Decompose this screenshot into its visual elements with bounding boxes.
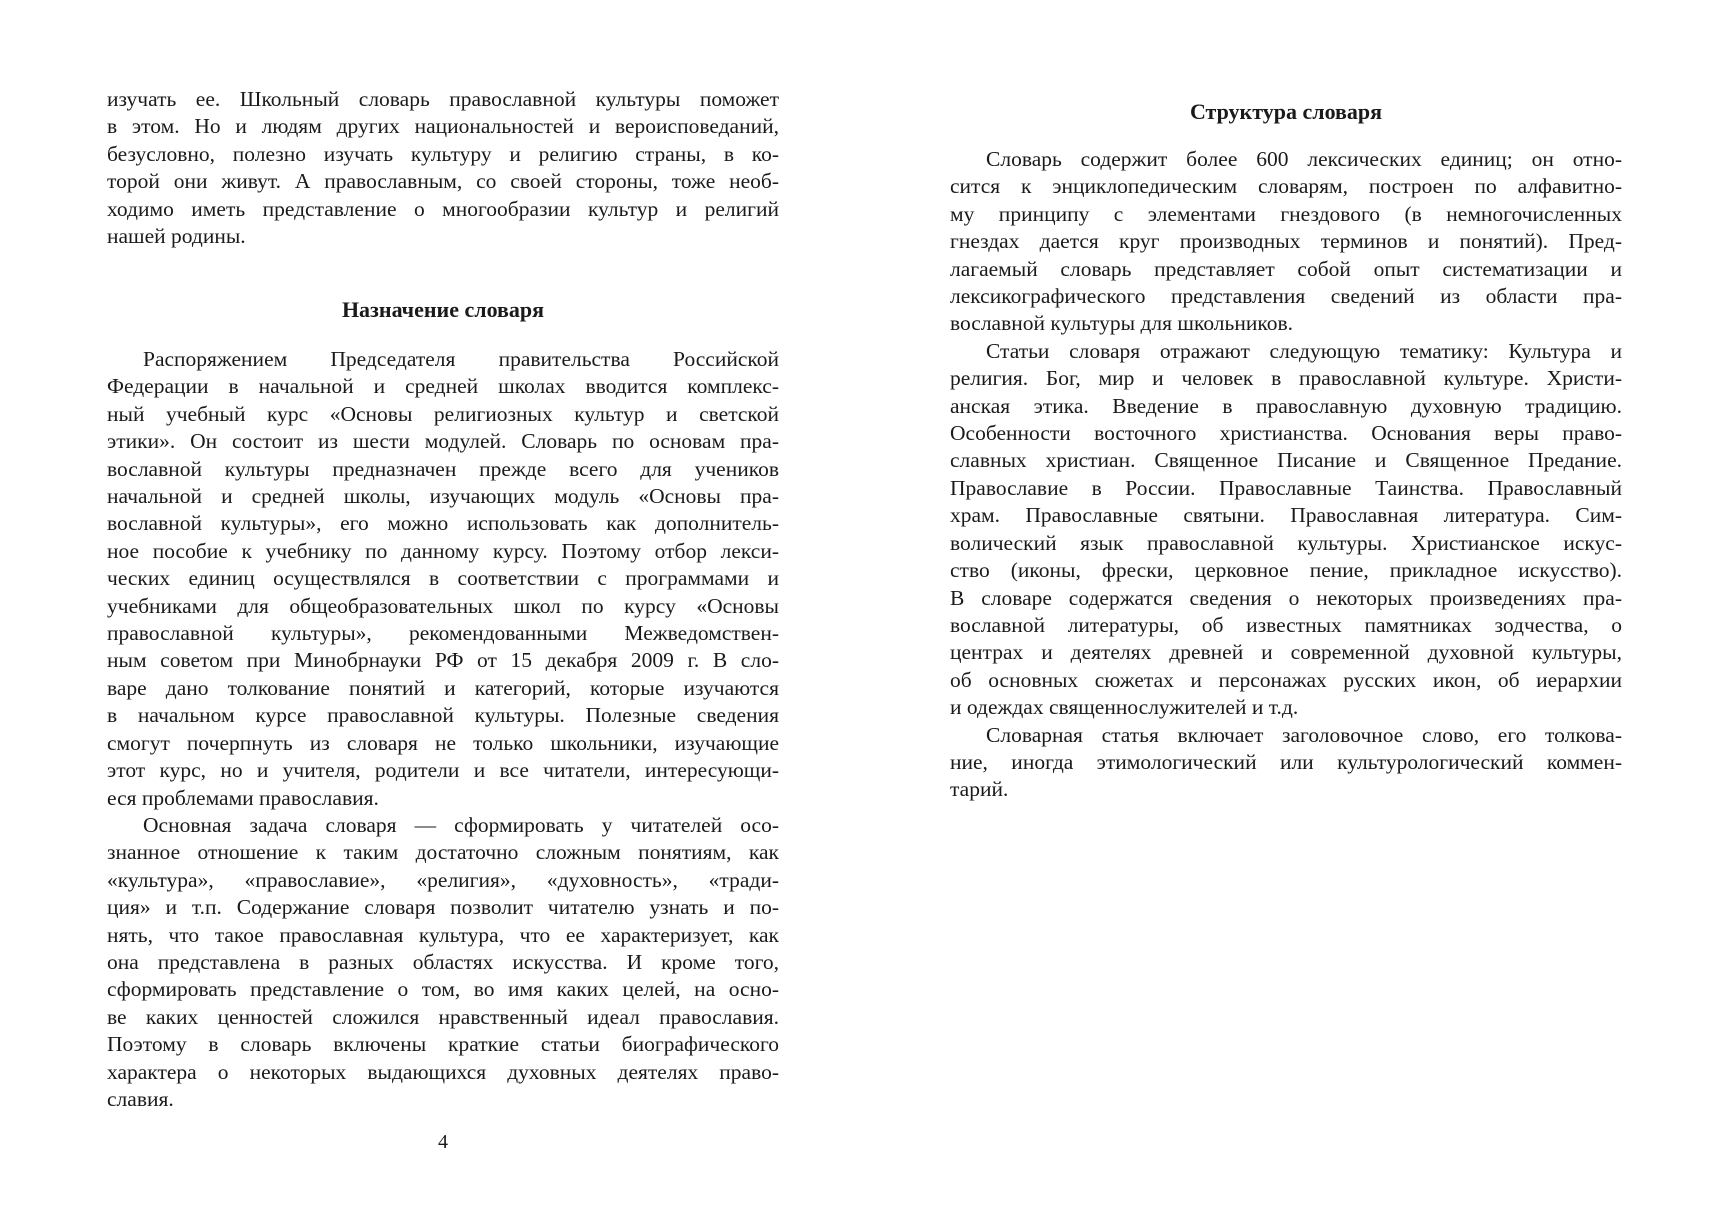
text-line: Словарь содержит более 600 лексических единиц; он отно-	[986, 147, 1622, 171]
text-line: нашей родины.	[107, 224, 246, 249]
text-line: ческих единиц осуществлялся в соответствии с программами и	[107, 566, 779, 591]
text-line: Основная задача словаря — сформировать у читателей осо-	[143, 812, 779, 837]
text-line: варе дано толкование понятий и категорий, которые изучаются	[107, 675, 779, 700]
text-line: славных христиан. Священное Писание и Священное Предание.	[950, 448, 1622, 473]
text-line: ным советом при Минобрнауки РФ от 15 декабря 2009 г. В сло-	[107, 648, 779, 673]
structure-section-body	[950, 146, 1622, 804]
text-line: ство (иконы, фрески, церковное пение, прикладное искусство).	[950, 558, 1622, 583]
text-line: знанное отношение к таким достаточно сложным понятиям, как	[107, 840, 779, 865]
text-line: ве каких ценностей сложился нравственный идеал православия.	[107, 1004, 779, 1029]
text-line: му принципу с элементами гнездового (в немногочисленных	[950, 201, 1622, 226]
text-line: ный учебный курс «Основы религиозных культур и светской	[107, 401, 779, 426]
text-line: вославной культуры для школьников.	[950, 311, 1293, 336]
text-line: характера о некоторых выдающихся духовных деятелях право-	[107, 1059, 779, 1084]
text-line: гнездах дается круг производных терминов и понятий). Пред-	[950, 229, 1622, 254]
text-line: Особенности восточного христианства. Основания веры право-	[950, 421, 1622, 446]
text-line: торой они живут. А православным, со своей стороны, тоже необ-	[107, 169, 779, 194]
text-line: вославной культуры», его можно использовать как дополнитель-	[107, 511, 779, 536]
text-line: изучать ее. Школьный словарь православной культуры поможет	[107, 87, 779, 111]
text-line: в этом. Но и людям других национальностей и вероисповеданий,	[107, 114, 779, 139]
text-line: Словарная статья включает заголовочное слово, его толкова-	[986, 722, 1622, 747]
text-line: Распоряжением Председателя правительства Российской	[143, 347, 779, 371]
page-number: 4	[438, 1131, 448, 1153]
text-line: центрах и деятелях древней и современной духовной культуры,	[950, 640, 1622, 665]
text-line: сформировать представление о том, во имя каких целей, на осно-	[107, 977, 779, 1002]
text-line: ное пособие к учебнику по данному курсу. Поэтому отбор лекси-	[107, 538, 779, 563]
text-line: православной культуры», рекомендованными Межведомствен-	[107, 621, 779, 646]
text-line: этики». Он состоит из шести модулей. Словарь по основам пра-	[107, 429, 779, 454]
text-line: вославной культуры предназначен прежде всего для учеников	[107, 456, 779, 481]
text-line: начальной и средней школы, изучающих модуль «Основы пра-	[107, 484, 779, 509]
text-line: в начальном курсе православной культуры. Полезные сведения	[107, 703, 779, 728]
purpose-section-body	[107, 346, 779, 1113]
left-page	[107, 0, 779, 1211]
text-line: ние, иногда этимологический или культурологический коммен-	[950, 749, 1622, 774]
text-line: вославной литературы, об известных памятниках зодчества, о	[950, 612, 1622, 637]
text-line: волический язык православной культуры. Христианское искус-	[950, 530, 1622, 555]
text-line: Православие в России. Православные Таинства. Православный	[950, 475, 1622, 500]
right-page	[950, 0, 1622, 1211]
text-line: Федерации в начальной и средней школах вводится комплекс-	[107, 374, 779, 399]
text-line: «культура», «православие», «религия», «духовность», «тради-	[107, 867, 779, 892]
text-line: безусловно, полезно изучать культуру и религию страны, в ко-	[107, 141, 779, 166]
section-heading-structure: Структура словаря	[1189, 99, 1383, 124]
text-line: храм. Православные святыни. Православная литература. Сим-	[950, 503, 1622, 528]
text-line: лексикографического представления сведений из области пра-	[950, 284, 1622, 309]
text-line: Поэтому в словарь включены краткие статьи биографического	[107, 1032, 779, 1057]
text-line: Статьи словаря отражают следующую тематику: Культура и	[986, 338, 1622, 363]
intro-paragraph	[107, 86, 779, 250]
section-heading-purpose: Назначение словаря	[341, 297, 545, 322]
text-line: ходимо иметь представление о многообразии культур и религий	[107, 196, 779, 221]
text-line: славия.	[107, 1086, 174, 1111]
text-line: ция» и т.п. Содержание словаря позволит читателю узнать и по-	[107, 895, 779, 920]
text-line: еся проблемами православия.	[107, 785, 379, 810]
text-line: она представлена в разных областях искусства. И кроме того,	[107, 949, 779, 974]
text-line: об основных сюжетах и персонажах русских икон, об иерархии	[950, 667, 1622, 692]
text-line: смогут почерпнуть из словаря не только школьники, изучающие	[107, 730, 779, 755]
text-line: анская этика. Введение в православную духовную традицию.	[950, 393, 1622, 418]
text-line: лагаемый словарь представляет собой опыт систематизации и	[950, 256, 1622, 281]
text-line: нять, что такое православная культура, что ее характеризует, как	[107, 922, 779, 947]
text-line: учебниками для общеобразовательных школ по курсу «Основы	[107, 593, 779, 618]
text-line: религия. Бог, мир и человек в православной культуре. Христи-	[950, 366, 1622, 391]
text-line: сится к энциклопедическим словарям, построен по алфавитно-	[950, 174, 1622, 199]
text-line: этот курс, но и учителя, родители и все читатели, интересующи-	[107, 758, 779, 783]
text-line: тарий.	[950, 777, 1009, 802]
text-line: и одеждах священнослужителей и т.д.	[950, 695, 1299, 720]
text-line: В словаре содержатся сведения о некоторых произведениях пра-	[950, 585, 1622, 610]
